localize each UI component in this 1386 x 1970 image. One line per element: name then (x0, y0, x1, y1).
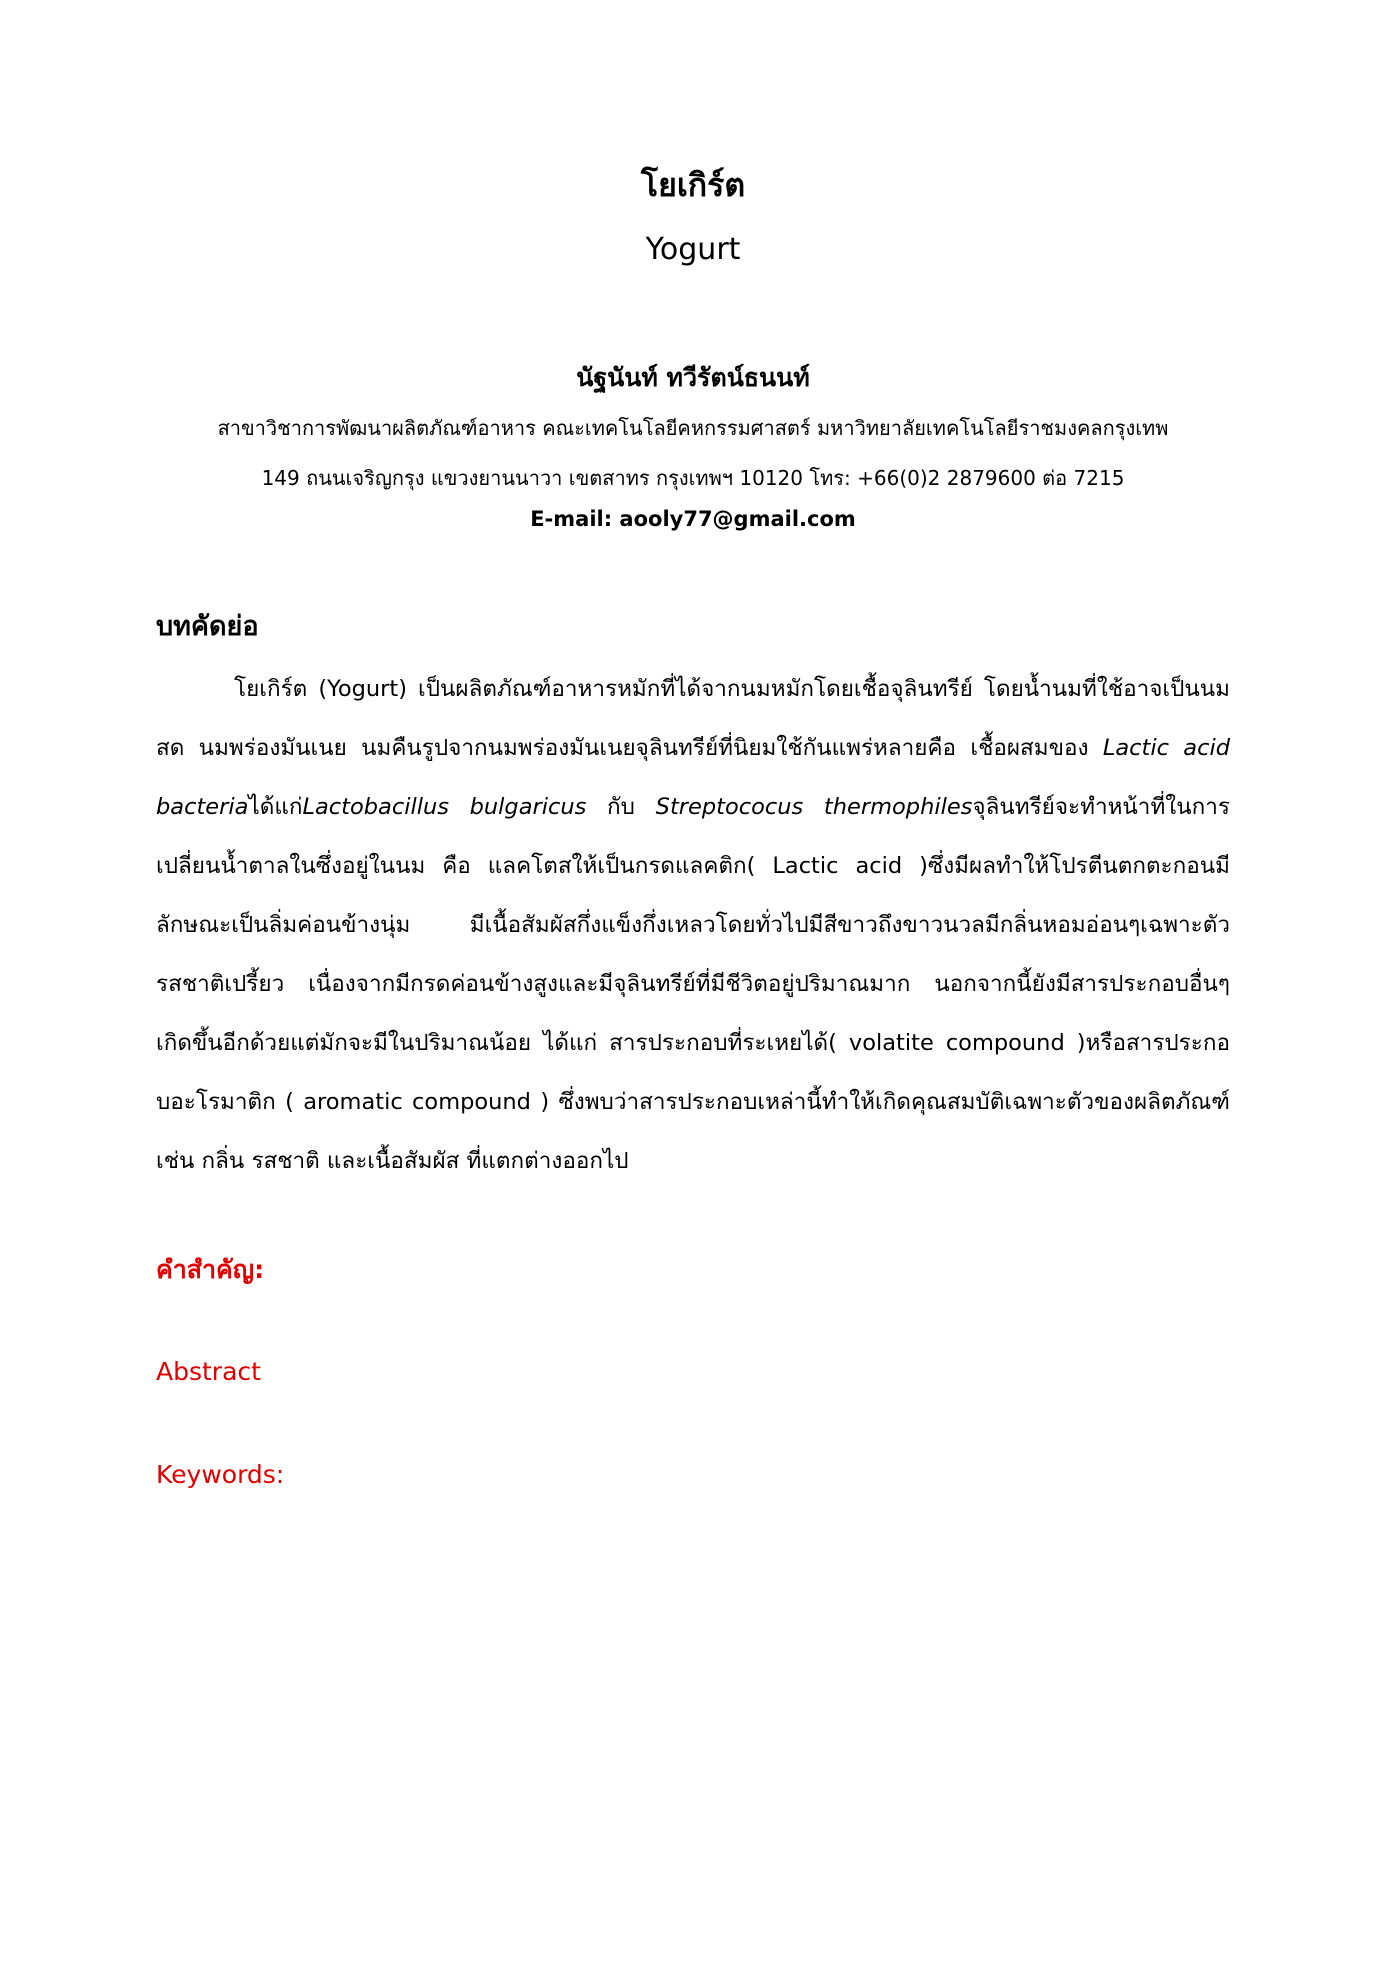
abstract-text-part: โยเกิร์ต (Yogurt) เป็นผลิตภัณฑ์อาหารหมักที่ได้จากนมหมักโดยเชื้อจุลินทรีย์ โดยน้ำนมที่ใช้อาจเป็นนมสด นมพร่องมันเนย นมคืนรูปจากนมพร่องมันเนยจุลินทรีย์ที่นิยมใช้กันแพร่หลายคือ เชื้อผสมของ (156, 676, 1230, 761)
abstract-body-thai (156, 660, 1230, 1191)
keywords-heading-english: Keywords: (156, 1460, 285, 1489)
abstract-heading-english: Abstract (156, 1357, 261, 1386)
author-name: นัฐนันท์ ทวีรัตน์ธนนท์ (576, 363, 810, 392)
title-english: Yogurt (645, 232, 741, 267)
author-affiliation: สาขาวิชาการพัฒนาผลิตภัณฑ์อาหาร คณะเทคโนโลยีคหกรรมศาสตร์ มหาวิทยาลัยเทคโนโลยีราชมงคลกรุงเทพ (217, 416, 1169, 440)
keywords-heading-thai: คำสำคัญ: (156, 1255, 265, 1284)
abstract-text-part: ได้แก่ (248, 794, 303, 820)
abstract-heading-thai: บทคัดย่อ (156, 611, 259, 642)
abstract-text-part: กับ (586, 794, 656, 820)
title-thai: โยเกิร์ต (640, 166, 746, 204)
species-lactic-acid-bacteria: Lactic acid bacteria (156, 735, 1231, 820)
species-streptococus: Streptococus thermophiles (655, 794, 973, 820)
author-email: E-mail: aooly77@gmail.com (530, 507, 856, 531)
species-lactobacillus: Lactobacillus bulgaricus (302, 794, 587, 820)
abstract-text-part: จุลินทรีย์จะทำหน้าที่ในการเปลี่ยนน้ำตาลในซึ่งอยู่ในนม คือ แลคโตสให้เป็นกรดแลคติก( Lactic acid )ซึ่งมีผลทำให้โปรตีนตกตะกอนมีลักษณะเป็นลิ่มค่อนข้างนุ่ม มีเนื้อสัมผัสกึ่งแข็งกึ่งเหลวโดยทั่วไปมีสีขาวถึงขาวนวลมีกลิ่นหอมอ่อนๆเฉพาะตัว รสชาติเปรี้ยว เนื่องจากมีกรดค่อนข้างสูงและมีจุลินทรีย์ที่มีชีวิตอยู่ปริมาณมาก นอกจากนี้ยังมีสารประกอบอื่นๆเกิดขึ้นอีกด้วยแต่มักจะมีในปริมาณน้อย ได้แก่ สารประกอบที่ระเหยได้( volatite compound )หรือสารประกอบอะโรมาติก ( aromatic compound ) ซึ่งพบว่าสารประกอบเหล่านี้ทำให้เกิดคุณสมบัติเฉพาะตัวของผลิตภัณฑ์เช่น กลิ่น รสชาติ และเนื้อสัมผัส ที่แตกต่างออกไป (156, 794, 1230, 1174)
author-address: 149 ถนนเจริญกรุง แขวงยานนาวา เขตสาทร กรุงเทพฯ 10120 โทร: +66(0)2 2879600 ต่อ 7215 (261, 466, 1125, 490)
